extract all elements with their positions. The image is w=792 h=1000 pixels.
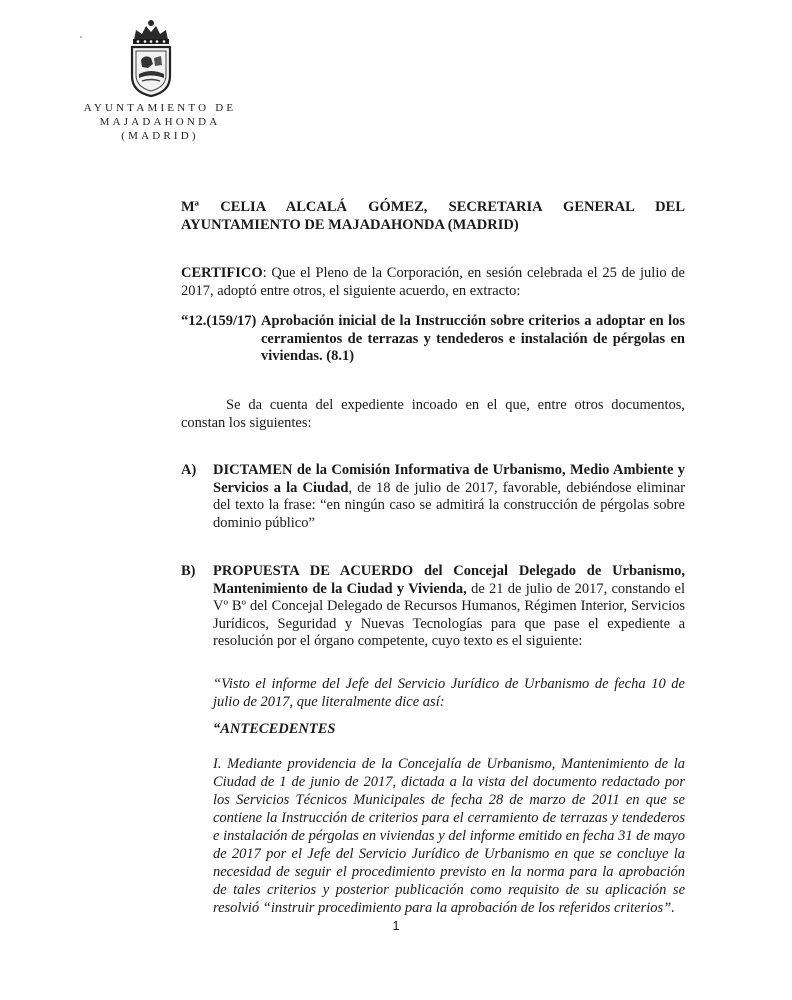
agenda-item-title: Aprobación inicial de la Instrucción sobre criterios a adoptar en los cerramientos de terrazas y tendederos e instalación de pérgolas en viviendas. (8.1) (261, 313, 685, 364)
section-text: de 21 de julio de 2017, constando el Vº Bº del Concejal Delegado de Recursos Humanos, Régimen Interior, Servicios Jurídicos, Seguridad y Nuevas Tecnologías para que pase el expediente a resolución por el órgano competente, cuyo texto es el siguiente: (213, 580, 685, 649)
section-text: , de 18 de julio de 2017, favorable, debiéndose eliminar del texto la frase: “en ningún caso se admitirá la construcción de pérgolas sobre dominio público” (213, 479, 685, 531)
coat-of-arms-icon (124, 18, 178, 98)
organization-name (60, 101, 260, 143)
org-line: MAJADAHONDA (99, 116, 221, 128)
certifico-text: : Que el Pleno de la Corporación, en sesión celebrada el 25 de julio de 2017, adoptó entre otros, el siguiente acuerdo, en extracto: (181, 265, 685, 299)
page-number: 1 (392, 918, 400, 933)
antecedentes-paragraph-1: I. Mediante providencia de la Concejalía de Urbanismo, Mantenimiento de la Ciudad de 1 de junio de 2017, dictada a la vista del documento redactado por los Servicios Técnicos Municipales de fecha 28 de marzo de 2011 en que se contiene la Instrucción de criterios para el cerramiento de terrazas y tendederos e instalación de pérgolas en viviendas y del informe emitido en fecha 31 de mayo de 2017 por el Jefe del Servicio Jurídico de Urbanismo en que se concluye la necesidad de seguir el procedimiento previsto en la norma para la aprobación de tales criterios y posterior publicación como requisito de su aplicación se resolvió “instruir procedimiento para la aprobación de los referidos criterios”. (213, 756, 685, 916)
org-line: AYUNTAMIENTO DE (83, 102, 237, 114)
document-heading (181, 198, 685, 234)
heading-line-1: Mª CELIA ALCALÁ GÓMEZ, SECRETARIA GENERAL DEL (181, 199, 685, 215)
certifico-paragraph (181, 264, 685, 300)
intro-paragraph: Se da cuenta del expediente incoado en el que, entre otros documentos, constan los siguientes: (181, 397, 685, 431)
section-bold-text: PROPUESTA DE ACUERDO del Concejal Delegado de Urbanismo, Mantenimiento de la Ciudad y Vivienda, (213, 563, 685, 597)
section-body (213, 563, 685, 651)
heading-line-2: AYUNTAMIENTO DE MAJADAHONDA (MADRID) (181, 217, 519, 233)
scan-speck (80, 36, 82, 38)
quoted-report-intro: “Visto el informe del Jefe del Servicio Jurídico de Urbanismo de fecha 10 de julio de 2017, que literalmente dice así: (213, 676, 685, 710)
section-letter: B) (181, 563, 196, 579)
section-letter: A) (181, 462, 197, 478)
antecedentes-heading: “ANTECEDENTES (213, 721, 336, 737)
agenda-item-number: “12.(159/17) (181, 313, 257, 329)
section-body (213, 462, 685, 532)
certifico-lead: CERTIFICO (181, 265, 263, 281)
org-line: (MADRID) (121, 130, 199, 142)
section-bold-text: DICTAMEN de la Comisión Informativa de Urbanismo, Medio Ambiente y Servicios a la Ciudad (213, 462, 685, 496)
